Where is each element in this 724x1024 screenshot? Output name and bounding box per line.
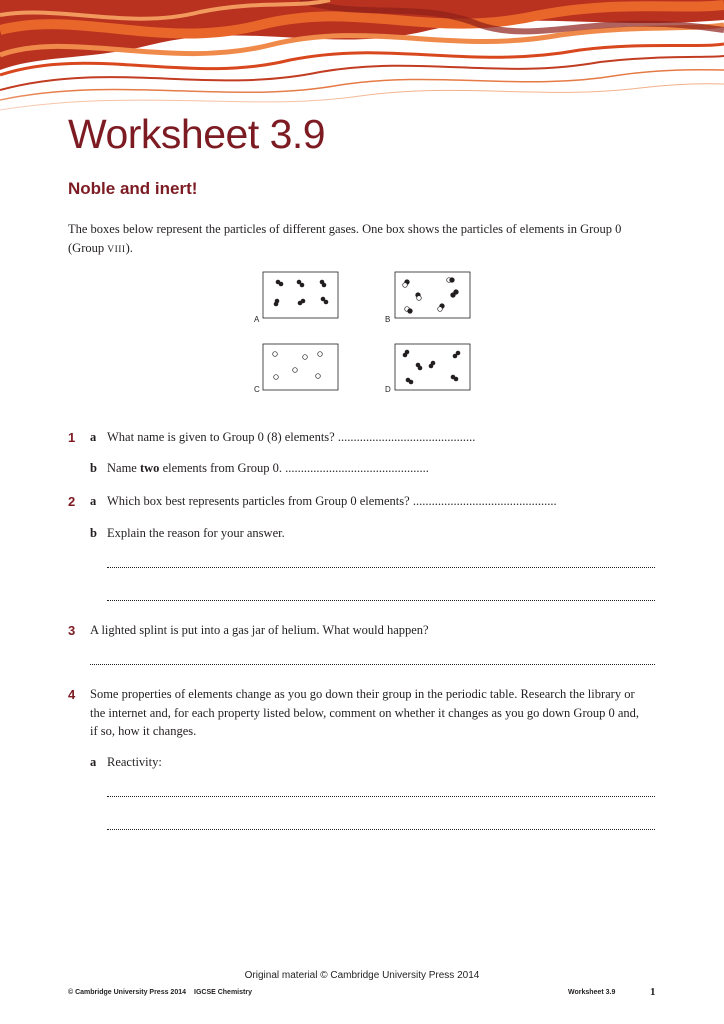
question-3-text: A lighted splint is put into a gas jar of helium. What would happen?	[90, 623, 429, 637]
question-2b-text: Explain the reason for your answer.	[107, 526, 285, 540]
question-1a-letter: a	[90, 430, 97, 444]
question-1b-text: Name two elements from Group 0. ..............................................	[107, 461, 429, 475]
footer-copyright: © Cambridge University Press 2014	[68, 989, 186, 996]
box-b	[385, 272, 470, 324]
question-3-number: 3	[68, 623, 76, 638]
question-4-line-1: Some properties of elements change as you go down their group in the periodic table. Research the library or	[90, 687, 635, 701]
question-2a-text: Which box best represents particles from Group 0 elements? ..............................................	[107, 494, 557, 508]
box-d	[385, 344, 470, 394]
page-number: 1	[650, 986, 656, 998]
answer-line-4a-1[interactable]	[107, 796, 655, 797]
question-4-line-3: if so, how it changes.	[90, 724, 197, 738]
answer-line-2b-2[interactable]	[107, 600, 655, 601]
question-4a-text: Reactivity:	[107, 755, 162, 769]
answer-line-2b-1[interactable]	[107, 567, 655, 568]
page-title: Worksheet 3.9	[68, 111, 326, 157]
answer-dots-2a[interactable]: ..............................................	[412, 494, 557, 508]
question-4a-letter: a	[90, 755, 97, 769]
question-2b-letter: b	[90, 526, 97, 540]
box-a-label: A	[254, 315, 260, 324]
original-material-notice: Original material © Cambridge University Press 2014	[244, 970, 480, 981]
question-1b-letter: b	[90, 461, 97, 475]
question-1a-text: What name is given to Group 0 (8) elements? ............................................	[107, 430, 476, 444]
box-c-label: C	[254, 385, 260, 394]
page-subtitle: Noble and inert!	[68, 179, 198, 198]
footer-worksheet: Worksheet 3.9	[568, 989, 616, 996]
box-c	[254, 344, 338, 394]
answer-dots-1b[interactable]: ..............................................	[285, 461, 429, 475]
question-2-number: 2	[68, 494, 76, 509]
footer-course: IGCSE Chemistry	[194, 989, 252, 996]
particle-diagram	[250, 268, 480, 398]
intro-line-2: (Group VIII).	[68, 241, 133, 255]
intro-line-1: The boxes below represent the particles of different gases. One box shows the particles of elements in Group 0	[68, 222, 622, 236]
intro-group-numeral: VIII	[107, 245, 126, 255]
box-a	[254, 272, 338, 324]
box-b-label: B	[385, 315, 391, 324]
answer-line-4a-2[interactable]	[107, 829, 655, 830]
question-4-line-2: the internet and, for each property listed below, comment on whether it changes as you go down Group 0 and,	[90, 706, 640, 720]
answer-line-3[interactable]	[90, 664, 655, 665]
box-d-label: D	[385, 385, 391, 394]
answer-dots-1a[interactable]: ............................................	[337, 430, 476, 444]
question-2a-letter: a	[90, 494, 97, 508]
question-1-number: 1	[68, 430, 76, 445]
question-4-number: 4	[68, 687, 76, 702]
